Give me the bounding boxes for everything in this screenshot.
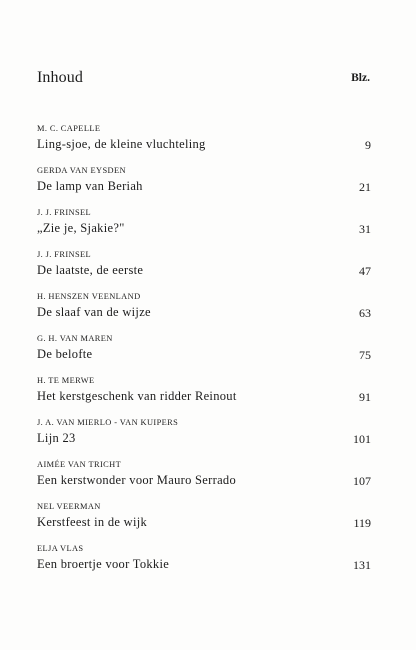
page-column-label: Blz. (351, 72, 370, 84)
toc-entry (37, 460, 371, 502)
entry-page-number: 31 (359, 222, 371, 236)
toc-entry (37, 334, 371, 376)
toc-entry (37, 544, 371, 586)
toc-entry (37, 376, 371, 418)
entry-title: Een kerstwonder voor Mauro Serrado (37, 473, 237, 487)
entry-title: Kerstfeest in de wijk (37, 515, 148, 529)
entry-page-number: 47 (359, 264, 371, 278)
toc-list (37, 124, 371, 586)
toc-entry (37, 250, 371, 292)
toc-entry (37, 292, 371, 334)
entry-page-number: 131 (353, 558, 371, 572)
entry-title: „Zie je, Sjakie?" (37, 221, 125, 235)
entry-author: J. J. FRINSEL (37, 250, 92, 259)
toc-entry (37, 124, 371, 166)
entry-page-number: 9 (365, 138, 371, 152)
entry-title: Lijn 23 (37, 431, 76, 445)
entry-page-number: 101 (353, 432, 371, 446)
entry-author: ELJA VLAS (37, 544, 84, 553)
toc-entry (37, 208, 371, 250)
page-title: Inhoud (37, 69, 83, 86)
entry-author: H. TE MERWE (37, 376, 95, 385)
entry-page-number: 119 (353, 516, 371, 530)
entry-author: AIMÉE VAN TRICHT (37, 460, 122, 469)
entry-page-number: 91 (359, 390, 371, 404)
entry-author: G. H. VAN MAREN (37, 334, 113, 343)
entry-page-number: 75 (359, 348, 371, 362)
entry-author: J. A. VAN MIERLO - VAN KUIPERS (37, 418, 179, 427)
toc-entry (37, 502, 371, 544)
entry-title: Ling-sjoe, de kleine vluchteling (37, 137, 206, 151)
entry-title: Een broertje voor Tokkie (37, 557, 170, 571)
entry-author: NEL VEERMAN (37, 502, 101, 511)
entry-title: Het kerstgeschenk van ridder Reinout (37, 389, 237, 403)
toc-entry (37, 166, 371, 208)
entry-page-number: 107 (353, 474, 371, 488)
entry-title: De belofte (37, 347, 93, 361)
entry-author: J. J. FRINSEL (37, 208, 92, 217)
entry-author: GERDA VAN EYSDEN (37, 166, 126, 175)
entry-page-number: 21 (359, 180, 371, 194)
entry-title: De laatste, de eerste (37, 263, 144, 277)
entry-page-number: 63 (359, 306, 371, 320)
entry-author: H. HENSZEN VEENLAND (37, 292, 141, 301)
entry-title: De slaaf van de wijze (37, 305, 151, 319)
entry-author: M. C. CAPELLE (37, 124, 101, 133)
entry-title: De lamp van Beriah (37, 179, 143, 193)
toc-entry (37, 418, 371, 460)
